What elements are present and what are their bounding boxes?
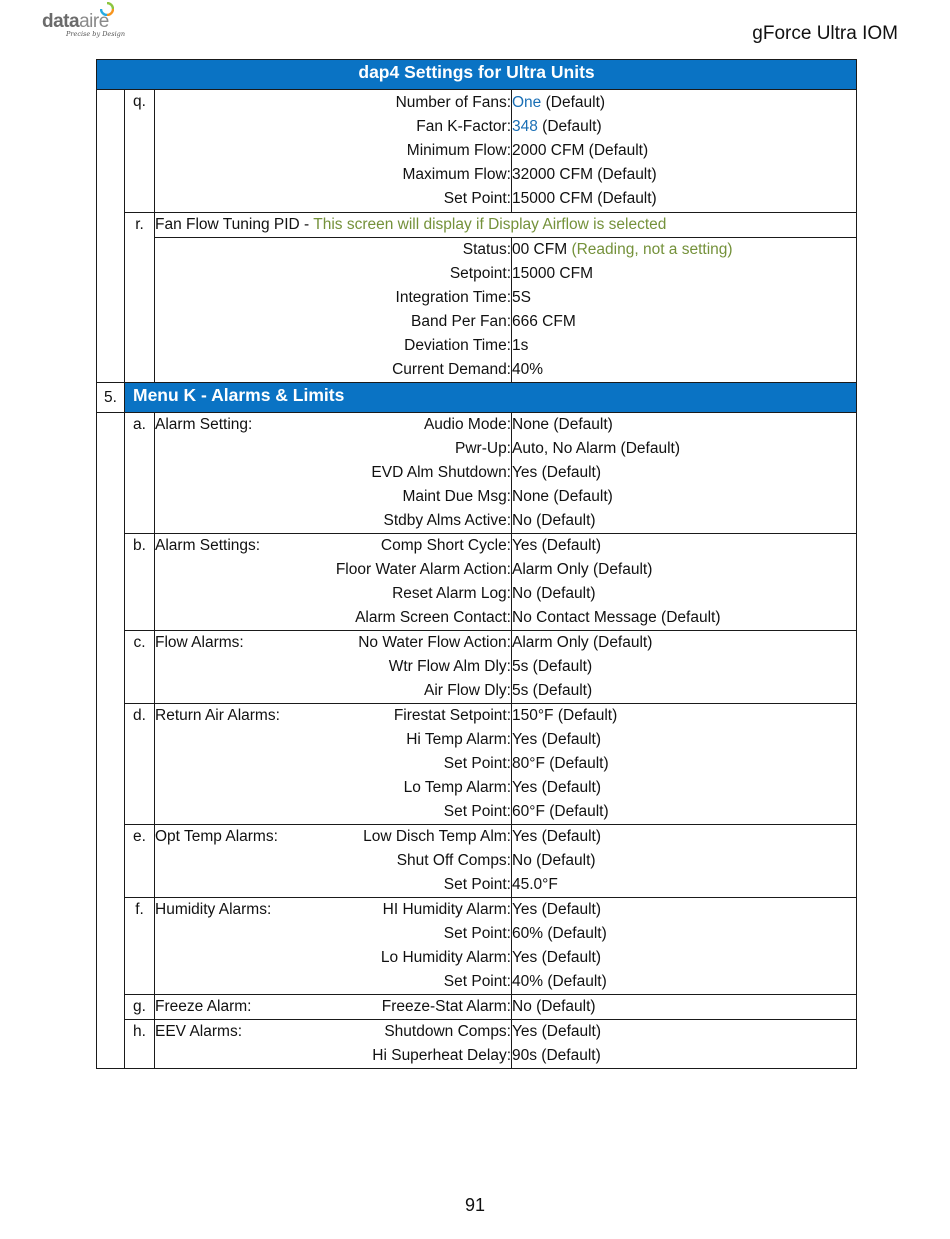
section-heading: Alarm Settings: [155, 537, 261, 554]
section-heading: Flow Alarms: [155, 634, 244, 651]
table-title-row [97, 60, 857, 90]
setting-value: 5S [512, 289, 531, 306]
value-column [512, 90, 857, 213]
menu-title: Menu K - Alarms & Limits [125, 383, 857, 413]
setting-value: 40% (Default) [512, 973, 607, 990]
setting-value: 1s [512, 337, 529, 354]
setting-label: Floor Water Alarm Action: [335, 561, 511, 578]
setting-label-line [155, 825, 511, 849]
setting-value: 15000 CFM [512, 265, 593, 282]
setting-label: Shut Off Comps: [396, 852, 511, 869]
setting-value: No (Default) [512, 852, 596, 869]
menu-number: 5. [97, 383, 125, 413]
section-heading: EEV Alarms: [155, 1023, 242, 1040]
setting-label: Deviation Time: [404, 337, 511, 354]
setting-value: Yes (Default) [512, 779, 602, 796]
setting-label-line [155, 970, 511, 994]
dataaire-logo [42, 2, 132, 42]
setting-label: EVD Alm Shutdown: [371, 464, 511, 481]
setting-label: Lo Temp Alarm: [403, 779, 511, 796]
setting-label-line [155, 752, 511, 776]
section-r-title [97, 213, 857, 238]
menu-k-header-row [97, 383, 857, 413]
setting-label: Number of Fans: [395, 94, 511, 111]
setting-label: Lo Humidity Alarm: [380, 949, 511, 966]
setting-label-line [155, 898, 511, 922]
setting-label-line [155, 849, 511, 873]
setting-label: Integration Time: [395, 289, 511, 306]
section-q [97, 90, 857, 213]
setting-label: No Water Flow Action: [358, 634, 511, 651]
setting-value: 15000 CFM (Default) [512, 190, 657, 207]
row-letter: b. [125, 534, 155, 631]
label-column [155, 90, 512, 213]
section-heading: Freeze Alarm: [155, 998, 252, 1015]
alarm-section [97, 898, 857, 995]
setting-label: Set Point: [443, 803, 511, 820]
section-heading: Humidity Alarms: [155, 901, 272, 918]
setting-value: Alarm Only (Default) [512, 561, 653, 578]
setting-label: Freeze-Stat Alarm: [381, 998, 511, 1015]
blank-cell [97, 90, 125, 383]
setting-label: Wtr Flow Alm Dly: [388, 658, 511, 675]
row-letter: f. [125, 898, 155, 995]
setting-value: 60% (Default) [512, 925, 607, 942]
value-column [512, 631, 857, 704]
setting-label: Fan K-Factor: [416, 118, 511, 135]
setting-label-line [155, 873, 511, 897]
label-column [155, 825, 512, 898]
value-column [512, 238, 857, 383]
value-highlight: 348 [512, 118, 538, 135]
setting-value: 5s (Default) [512, 682, 593, 699]
row-letter: h. [125, 1020, 155, 1069]
label-column [155, 631, 512, 704]
setting-value [512, 238, 856, 262]
label-column [155, 238, 512, 383]
section-r-rows [97, 238, 857, 383]
setting-label: Band Per Fan: [411, 313, 511, 330]
setting-value: 40% [512, 361, 544, 378]
setting-value: Yes (Default) [512, 901, 602, 918]
row-letter: e. [125, 825, 155, 898]
setting-value: 45.0°F [512, 876, 558, 893]
setting-label: Maximum Flow: [402, 166, 511, 183]
setting-label: Set Point: [443, 925, 511, 942]
setting-value: No Contact Message (Default) [512, 609, 721, 626]
setting-value: 666 CFM [512, 313, 576, 330]
value-rest: (Default) [541, 94, 606, 111]
setting-label: Firestat Setpoint: [393, 707, 511, 724]
section-title [155, 213, 857, 238]
setting-value: None (Default) [512, 488, 613, 505]
setting-label: Status: [462, 241, 511, 258]
setting-label: Set Point: [443, 876, 511, 893]
label-column [155, 534, 512, 631]
setting-label: Pwr-Up: [455, 440, 511, 457]
section-heading: Alarm Setting: [155, 416, 253, 433]
setting-label-line [155, 461, 511, 485]
value-highlight: One [512, 94, 542, 111]
setting-label-line [155, 509, 511, 533]
setting-label: Shutdown Comps: [384, 1023, 511, 1040]
setting-value: Yes (Default) [512, 949, 602, 966]
section-heading: Return Air Alarms: [155, 707, 280, 724]
setting-label-line [155, 534, 511, 558]
setting-value: 2000 CFM (Default) [512, 142, 649, 159]
label-column [155, 1020, 512, 1069]
setting-label-line [155, 776, 511, 800]
setting-label: Maint Due Msg: [402, 488, 511, 505]
alarm-section [97, 995, 857, 1020]
setting-label: Setpoint: [449, 265, 511, 282]
setting-value: Auto, No Alarm (Default) [512, 440, 680, 457]
setting-value: 150°F (Default) [512, 707, 618, 724]
value-note: (Reading, not a setting) [571, 241, 733, 258]
row-letter: g. [125, 995, 155, 1020]
setting-label-line [155, 1020, 511, 1044]
label-column [155, 704, 512, 825]
setting-value: 80°F (Default) [512, 755, 609, 772]
setting-label-line [155, 631, 511, 655]
setting-label: Low Disch Temp Alm: [363, 828, 511, 845]
setting-label: Set Point: [443, 973, 511, 990]
value-column [512, 995, 857, 1020]
setting-label-line [155, 606, 511, 630]
setting-label-line [155, 655, 511, 679]
label-column [155, 413, 512, 534]
alarm-section [97, 825, 857, 898]
setting-value: 5s (Default) [512, 658, 593, 675]
value-column [512, 1020, 857, 1069]
alarm-section [97, 631, 857, 704]
setting-label-line [155, 582, 511, 606]
alarm-section [97, 1020, 857, 1069]
logo-tagline: Precise by Design [66, 30, 126, 38]
label-column [155, 898, 512, 995]
setting-label: Audio Mode: [423, 416, 511, 433]
setting-label-line [155, 922, 511, 946]
value-column [512, 534, 857, 631]
setting-label: Reset Alarm Log: [392, 585, 511, 602]
setting-label-line [155, 558, 511, 582]
row-letter: q. [125, 90, 155, 213]
section-heading: Opt Temp Alarms: [155, 828, 278, 845]
setting-label-line [155, 679, 511, 703]
setting-value: Yes (Default) [512, 464, 602, 481]
setting-label-line [155, 800, 511, 824]
setting-label-line [155, 704, 511, 728]
setting-label: Set Point: [443, 755, 511, 772]
setting-label-line [155, 946, 511, 970]
value-column [512, 704, 857, 825]
page-number: 91 [464, 1195, 486, 1215]
setting-label: Hi Superheat Delay: [372, 1047, 511, 1064]
setting-label-line [155, 1044, 511, 1068]
row-letter: c. [125, 631, 155, 704]
label-column [155, 995, 512, 1020]
value-column [512, 825, 857, 898]
setting-value: Yes (Default) [512, 537, 602, 554]
setting-label: Stdby Alms Active: [383, 512, 511, 529]
setting-value: No (Default) [512, 998, 596, 1015]
value-rest: (Default) [537, 118, 602, 135]
setting-value: 60°F (Default) [512, 803, 609, 820]
setting-label: Current Demand: [392, 361, 511, 378]
setting-label-line [155, 485, 511, 509]
setting-value: 90s (Default) [512, 1047, 601, 1064]
setting-label-line [155, 995, 511, 1019]
setting-value: Yes (Default) [512, 828, 602, 845]
setting-label-line [155, 437, 511, 461]
setting-value: No (Default) [512, 512, 596, 529]
setting-label: Air Flow Dly: [424, 682, 511, 699]
setting-value: 32000 CFM (Default) [512, 166, 657, 183]
settings-table [96, 59, 857, 1069]
alarm-section [97, 534, 857, 631]
setting-label: HI Humidity Alarm: [382, 901, 511, 918]
section-title-note: This screen will display if Display Airflow is selected [313, 216, 667, 233]
setting-label: Set Point: [443, 190, 511, 207]
value-main: 00 CFM [512, 241, 572, 258]
setting-label-line [155, 728, 511, 752]
setting-value [512, 115, 856, 139]
setting-value: No (Default) [512, 585, 596, 602]
alarm-section [97, 413, 857, 534]
setting-value: Alarm Only (Default) [512, 634, 653, 651]
menu-k-sections [97, 413, 857, 1069]
logo-wordmark: dataaire [42, 11, 109, 32]
setting-label: Minimum Flow: [406, 142, 511, 159]
blank-cell [97, 413, 125, 1069]
setting-label: Hi Temp Alarm: [406, 731, 511, 748]
setting-value: Yes (Default) [512, 731, 602, 748]
row-letter: d. [125, 704, 155, 825]
table-title: dap4 Settings for Ultra Units [97, 60, 857, 90]
value-column [512, 413, 857, 534]
setting-value: None (Default) [512, 416, 613, 433]
value-column [512, 898, 857, 995]
setting-label: Comp Short Cycle: [380, 537, 511, 554]
setting-value: Yes (Default) [512, 1023, 602, 1040]
setting-value [512, 91, 856, 115]
row-letter: r. [125, 213, 155, 383]
alarm-section [97, 704, 857, 825]
section-title-main: Fan Flow Tuning PID - [155, 216, 314, 233]
document-title: gForce Ultra IOM [752, 23, 898, 44]
setting-label: Alarm Screen Contact: [355, 609, 511, 626]
row-letter: a. [125, 413, 155, 534]
setting-label-line [155, 413, 511, 437]
